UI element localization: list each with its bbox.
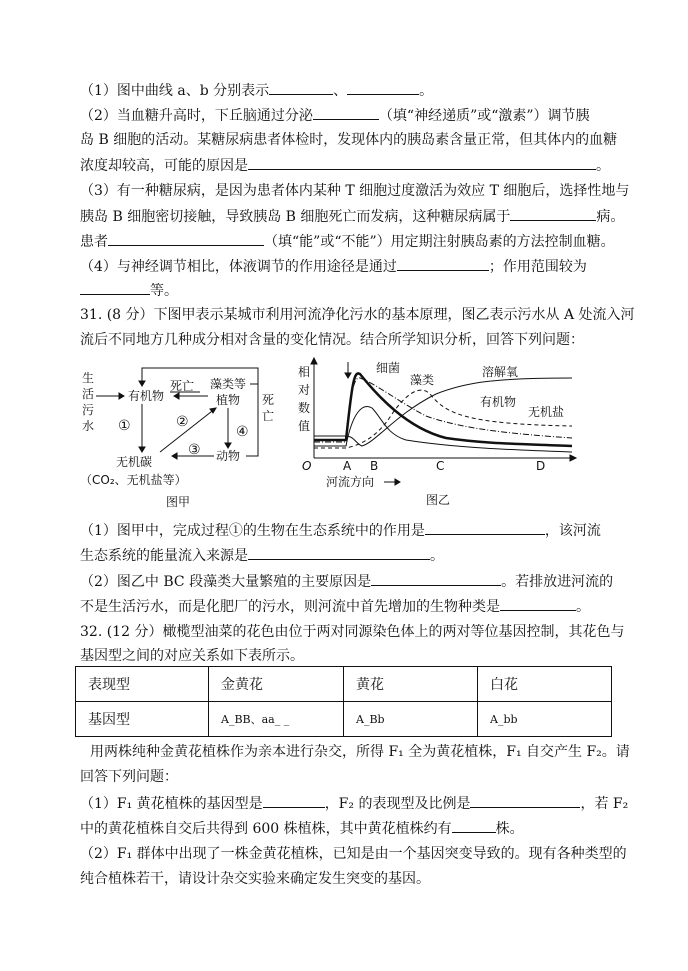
- answer-blank[interactable]: [263, 794, 325, 808]
- table-cell: 黄花: [344, 667, 478, 702]
- answer-blank[interactable]: [108, 232, 264, 246]
- fig-a-step-2: ②: [176, 414, 189, 430]
- q30-1: （1）图中曲线 a、b 分别表示 、 。: [80, 83, 434, 99]
- fig-a-animal-node: 动物: [216, 449, 241, 463]
- table-cell: 金黄花: [209, 667, 344, 702]
- fig-a-death-label: 亡: [262, 409, 275, 423]
- answer-blank[interactable]: [269, 81, 333, 95]
- q30-4: 浓度却较高，可能的原因是 。: [80, 158, 610, 174]
- table-cell: A_BB、aa_ _: [209, 702, 344, 737]
- fig-a-step-3: ③: [188, 442, 201, 458]
- fig-a-source-label: 污: [82, 403, 95, 417]
- answer-blank[interactable]: [248, 156, 596, 170]
- fig-b-caption: 图乙: [426, 493, 451, 507]
- q32-stem-1: 32. (12 分）橄榄型油菜的花色由位于两对同源染色体上的两对等位基因控制，其花色与: [80, 624, 625, 640]
- fig-a-inorganic-note: （CO₂、无机盐等）: [80, 473, 187, 487]
- fig-a-death-label: 死: [262, 393, 275, 407]
- fig-a-organic-node: 有机物: [128, 389, 165, 403]
- table-cell: 基因型: [76, 702, 209, 737]
- fig-b-point-c: C: [436, 459, 445, 473]
- fig-a-source-label: 水: [82, 419, 95, 433]
- table-row: [76, 702, 612, 737]
- table-row: [76, 667, 612, 702]
- fig-b-point-a: A: [343, 459, 352, 473]
- fig-b-series-salt: 无机盐: [528, 405, 565, 419]
- answer-blank[interactable]: [347, 81, 419, 95]
- q31-1a: （1）图甲中，完成过程①的生物在生态系统中的作用是 ，该河流: [80, 523, 601, 539]
- figure-b: [296, 354, 586, 512]
- fig-b-origin: O: [302, 459, 312, 473]
- q32-2a: （2）F₁ 群体中出现了一株金黄花植株，已知是由一个基因突变导致的。现有各种类型的: [80, 846, 627, 862]
- answer-blank[interactable]: [470, 794, 580, 808]
- q31-2b: 不是生活污水，而是化肥厂的污水，则河流中首先增加的生物种类是 。: [80, 599, 590, 615]
- q31-stem-2: 流后不同地方几种成分相对含量的变化情况。结合所学知识分析，回答下列问题：: [80, 332, 584, 348]
- fig-b-ylabel: 数: [298, 401, 311, 415]
- fig-b-series-oxygen: 溶解氧: [482, 365, 519, 379]
- q32-para-2: 回答下列问题：: [80, 769, 178, 785]
- answer-blank[interactable]: [397, 257, 489, 271]
- answer-blank[interactable]: [80, 281, 150, 295]
- q30-5: （3）有一种糖尿病，是因为患者体内某种 T 细胞过度激活为效应 T 细胞后，选择性地与: [80, 183, 630, 199]
- q32-stem-2: 基因型之间的对应关系如下表所示。: [80, 648, 304, 664]
- q30-3: 岛 B 细胞的活动。某糖尿病患者体检时，发现体内的胰岛素含量正常，但其体内的血糖: [80, 132, 618, 148]
- fig-a-source-label: 生: [82, 371, 95, 385]
- fig-b-ylabel: 相: [298, 365, 311, 379]
- table-cell: A_bb: [478, 702, 612, 737]
- fig-b-point-d: D: [536, 459, 546, 473]
- q31-stem-1: 31. (8 分）下图甲表示某城市利用河流净化污水的基本原理，图乙表示污水从 A 处流入河: [80, 307, 635, 323]
- fig-b-point-b: B: [370, 459, 379, 473]
- q30-8: （4）与神经调节相比，体液调节的作用途径是通过 ；作用范围较为: [80, 259, 587, 275]
- answer-blank[interactable]: [452, 819, 496, 833]
- fig-b-ylabel: 值: [298, 419, 311, 433]
- fig-a-step-1: ①: [118, 418, 131, 434]
- genotype-table: [75, 666, 612, 737]
- answer-blank[interactable]: [500, 597, 576, 611]
- table-cell: A_Bb: [344, 702, 478, 737]
- q30-7: 患者 （填“能”或“不能”）用定期注射胰岛素的方法控制血糖。: [80, 234, 615, 250]
- q30-6: 胰岛 B 细胞密切接触，导致胰岛 B 细胞死亡而发病，这种糖尿病属于 病。: [80, 209, 625, 225]
- q32-para-1: 用两株纯种金黄花植株作为亲本进行杂交，所得 F₁ 全为黄花植株，F₁ 自交产生 F₂。请: [90, 744, 630, 760]
- fig-b-series-bacteria: 细菌: [376, 361, 401, 375]
- fig-b-series-algae: 藻类: [410, 373, 435, 387]
- fig-a-source-label: 活: [82, 387, 95, 401]
- fig-b-series-organic: 有机物: [480, 395, 517, 409]
- q32-1a: （1）F₁ 黄花植株的基因型是 ，F₂ 的表现型及比例是 ，若 F₂: [80, 796, 629, 812]
- fig-b-xlabel: 河流方向: [326, 475, 375, 489]
- q31-2a: （2）图乙中 BC 段藻类大量繁殖的主要原因是 。若排放进河流的: [80, 574, 614, 590]
- fig-a-death-label: 死亡: [170, 379, 195, 393]
- table-cell: 表现型: [76, 667, 209, 702]
- answer-blank[interactable]: [248, 546, 430, 560]
- q30-9: 等。: [80, 281, 178, 300]
- fig-a-algae-node: 植物: [216, 393, 241, 407]
- q31-1b: 生态系统的能量流入来源是 。: [80, 548, 444, 564]
- answer-blank[interactable]: [510, 207, 596, 221]
- answer-blank[interactable]: [313, 106, 379, 120]
- table-cell: 白花: [478, 667, 612, 702]
- fig-a-step-4: ④: [236, 424, 249, 440]
- q32-2b: 纯合植株若干，请设计杂交实验来确定发生突变的基因。: [80, 871, 430, 887]
- fig-a-caption: 图甲: [166, 495, 191, 509]
- fig-a-inorganic-node: 无机碳: [116, 455, 153, 469]
- fig-a-algae-node: 藻类等: [210, 377, 247, 391]
- answer-blank[interactable]: [425, 521, 545, 535]
- fig-b-ylabel: 对: [298, 383, 311, 397]
- figure-a: [76, 360, 286, 512]
- q32-1b: 中的黄花植株自交后共得到 600 株植株，其中黄花植株约有 株。: [80, 821, 524, 837]
- q30-2: （2）当血糖升高时，下丘脑通过分泌 （填“神经递质”或“激素”）调节胰: [80, 108, 590, 124]
- answer-blank[interactable]: [371, 572, 501, 586]
